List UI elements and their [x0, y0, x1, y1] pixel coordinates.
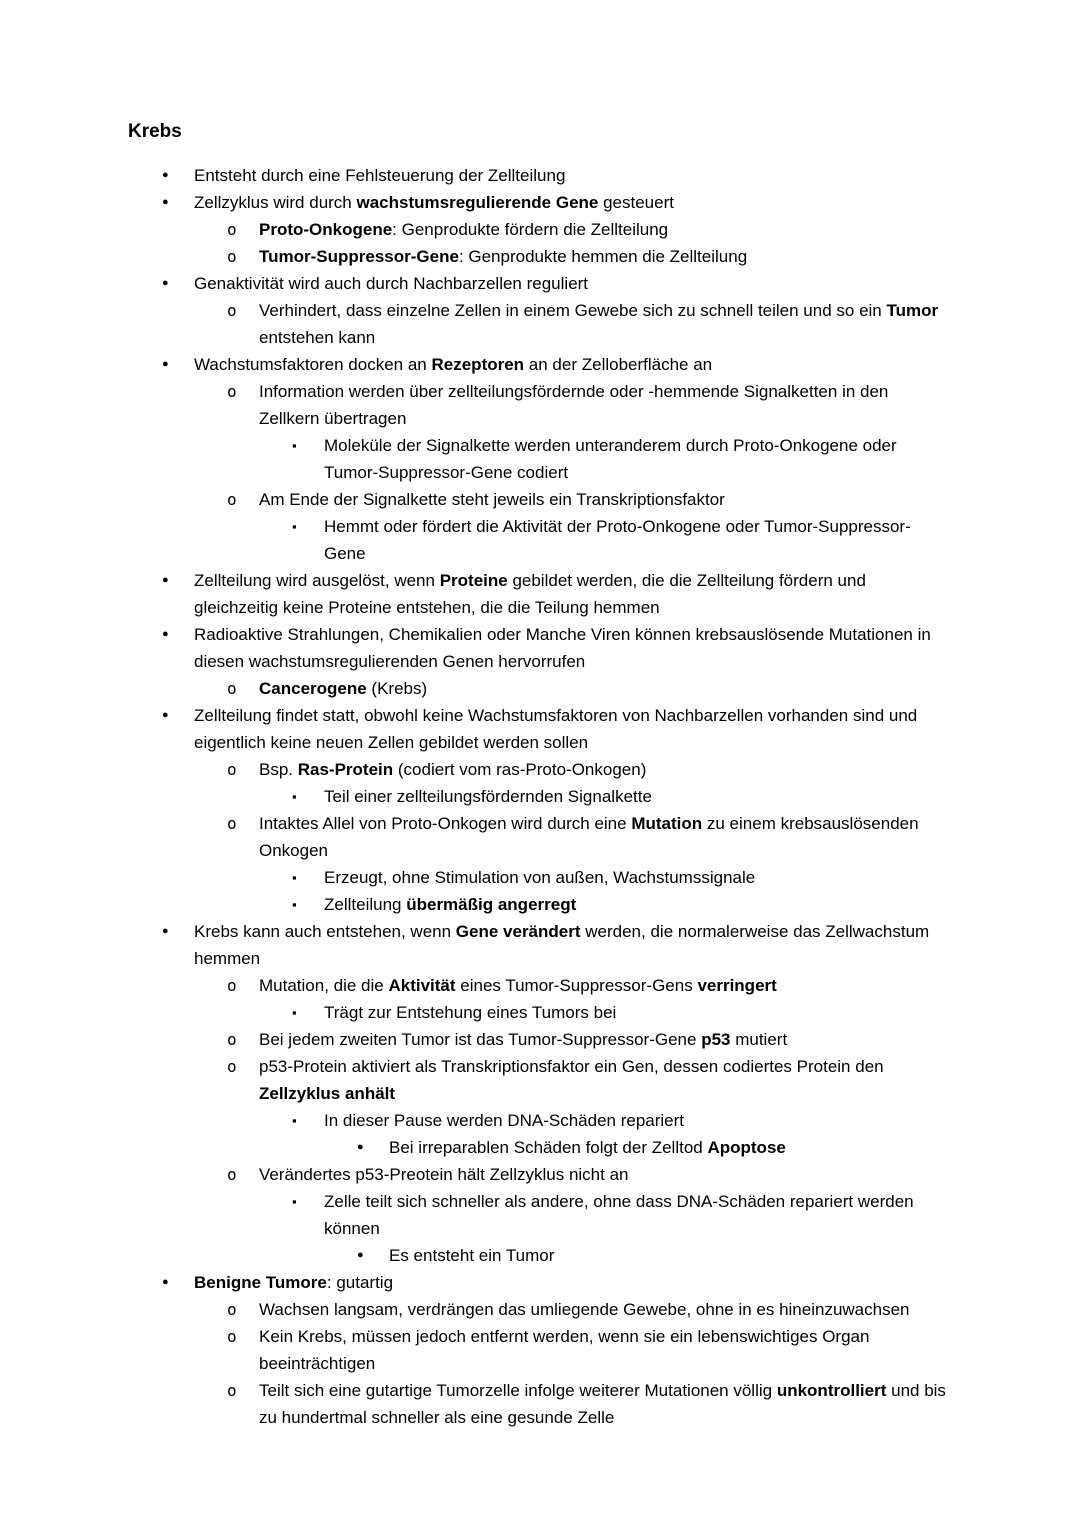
text-segment: Verhindert, dass einzelne Zellen in einem Gewebe sich zu schnell teilen und so ein: [259, 301, 887, 320]
list-item: [128, 810, 952, 864]
text-segment-bold: Proto-Onkogene: [259, 220, 393, 239]
text-segment-bold: p53: [701, 1030, 731, 1049]
list-item: [128, 351, 952, 378]
bullet-icon: ●: [162, 169, 169, 181]
text-segment-bold: Tumor: [886, 301, 939, 320]
list-item: [128, 1188, 952, 1242]
bullet-icon: ▪: [292, 519, 297, 534]
text-segment: Bei irreparablen Schäden folgt der Zelltod: [389, 1138, 708, 1157]
text-segment-bold: Mutation: [631, 814, 703, 833]
list-item-text: [324, 999, 952, 1026]
bullet-icon: ●: [162, 925, 169, 937]
list-item-text: [324, 1107, 952, 1134]
list-item-text: [259, 1377, 952, 1431]
text-segment-bold: verringert: [697, 976, 777, 995]
list-item-text: [259, 297, 952, 351]
list-item-text: [194, 351, 952, 378]
text-segment-bold: Benigne Tumore: [194, 1273, 327, 1292]
list-item-text: [194, 1269, 952, 1296]
list-item-text: [194, 567, 952, 621]
list-item-text: [324, 864, 952, 891]
bullet-icon: ▪: [292, 897, 297, 912]
list-item: [128, 216, 952, 243]
list-item: [128, 189, 952, 216]
text-segment: zu einem krebsauslösenden Onkogen: [259, 814, 919, 860]
bullet-icon: ▪: [292, 870, 297, 885]
bullet-icon: o: [227, 1300, 237, 1319]
bullet-icon: ●: [162, 358, 169, 370]
list-item: [128, 999, 952, 1026]
list-item-text: [194, 270, 952, 297]
text-segment-bold: Proteine: [439, 571, 508, 590]
text-segment: Zellzyklus wird durch: [194, 193, 357, 212]
text-segment: Bsp.: [259, 760, 298, 779]
text-segment: Moleküle der Signalkette werden unteranderem durch Proto-Onkogene oder Tumor-Suppressor-Gene codiert: [324, 436, 897, 482]
list-item-text: [259, 756, 952, 783]
text-segment: Erzeugt, ohne Stimulation von außen, Wachstumssignale: [324, 868, 756, 887]
document-body: [128, 162, 952, 1431]
text-segment: Zellteilung wird ausgelöst, wenn: [194, 571, 440, 590]
bullet-icon: ●: [162, 709, 169, 721]
bullet-icon: o: [227, 976, 237, 995]
list-item-text: [259, 1053, 952, 1107]
text-segment-bold: Gene verändert: [455, 922, 581, 941]
list-item: [128, 297, 952, 351]
list-item: [128, 918, 952, 972]
bullet-icon: ●: [162, 196, 169, 208]
text-segment: gebildet werden, die die Zellteilung fördern und gleichzeitig keine Proteine entstehen, die die Teilung hemmen: [194, 571, 866, 617]
bullet-icon: ●: [162, 1276, 169, 1288]
bullet-icon: ▪: [292, 789, 297, 804]
text-segment: Entsteht durch eine Fehlsteuerung der Zellteilung: [194, 166, 566, 185]
text-segment: Information werden über zellteilungsfördernde oder -hemmende Signalketten in den Zellkern übertragen: [259, 382, 889, 428]
bullet-icon: o: [227, 1327, 237, 1346]
list-item-text: [259, 810, 952, 864]
list-item: [128, 675, 952, 702]
text-segment-bold: Zellzyklus anhält: [259, 1084, 396, 1103]
list-item-text: [259, 1296, 952, 1323]
text-segment-bold: Rezeptoren: [431, 355, 525, 374]
bullet-icon: o: [227, 679, 237, 698]
bullet-icon: ▪: [292, 1113, 297, 1128]
list-item-text: [259, 1323, 952, 1377]
list-item-text: [324, 432, 952, 486]
text-segment-bold: Apoptose: [707, 1138, 786, 1157]
text-segment-bold: Ras-Protein: [297, 760, 394, 779]
text-segment: Verändertes p53-Preotein hält Zellzyklus nicht an: [259, 1165, 629, 1184]
list-item-text: [324, 891, 952, 918]
list-item: [128, 243, 952, 270]
text-segment: an der Zelloberfläche an: [524, 355, 713, 374]
text-segment: gesteuert: [598, 193, 674, 212]
bullet-icon: o: [227, 814, 237, 833]
text-segment: eines Tumor-Suppressor-Gens: [455, 976, 698, 995]
text-segment: Wachstumsfaktoren docken an: [194, 355, 432, 374]
bullet-icon: o: [227, 760, 237, 779]
list-item: [128, 1053, 952, 1107]
list-item-text: [259, 675, 952, 702]
bullet-icon: ▪: [292, 1194, 297, 1209]
bullet-icon: ●: [357, 1141, 364, 1153]
list-item: [128, 432, 952, 486]
list-item: [128, 891, 952, 918]
list-item: [128, 621, 952, 675]
list-item: [128, 162, 952, 189]
text-segment: entstehen kann: [259, 328, 376, 347]
bullet-icon: ▪: [292, 438, 297, 453]
bullet-icon: ●: [357, 1249, 364, 1261]
list-item: [128, 486, 952, 513]
text-segment-bold: Aktivität: [388, 976, 456, 995]
list-item-text: [259, 378, 952, 432]
bullet-icon: o: [227, 382, 237, 401]
text-segment: Es entsteht ein Tumor: [389, 1246, 555, 1265]
list-item-text: [194, 621, 952, 675]
bullet-icon: ▪: [292, 1005, 297, 1020]
text-segment: In dieser Pause werden DNA-Schäden repariert: [324, 1111, 685, 1130]
list-item-text: [194, 918, 952, 972]
bullet-icon: o: [227, 220, 237, 239]
list-item: [128, 270, 952, 297]
text-segment: Intaktes Allel von Proto-Onkogen wird durch eine: [259, 814, 632, 833]
text-segment: p53-Protein aktiviert als Transkriptionsfaktor ein Gen, dessen codiertes Protein den: [259, 1057, 884, 1076]
list-item: [128, 1323, 952, 1377]
list-item-text: [259, 1026, 952, 1053]
text-segment: und bis zu hundertmal schneller als eine gesunde Zelle: [259, 1381, 946, 1427]
text-segment: : gutartig: [326, 1273, 394, 1292]
list-item: [128, 864, 952, 891]
list-item: [128, 378, 952, 432]
list-item: [128, 1269, 952, 1296]
text-segment: Bei jedem zweiten Tumor ist das Tumor-Suppressor-Gene: [259, 1030, 702, 1049]
bullet-icon: o: [227, 1165, 237, 1184]
text-segment: Zelle teilt sich schneller als andere, ohne dass DNA-Schäden repariert werden können: [324, 1192, 914, 1238]
list-item-text: [259, 486, 952, 513]
bullet-icon: o: [227, 301, 237, 320]
list-item: [128, 1377, 952, 1431]
list-item-text: [324, 1188, 952, 1242]
bullet-icon: o: [227, 1030, 237, 1049]
bullet-icon: ●: [162, 628, 169, 640]
text-segment: Teil einer zellteilungsfördernden Signalkette: [324, 787, 652, 806]
list-item: [128, 1161, 952, 1188]
list-item-text: [259, 972, 952, 999]
list-item-text: [194, 702, 952, 756]
text-segment: Zellteilung: [324, 895, 407, 914]
text-segment-bold: übermäßig angerregt: [406, 895, 577, 914]
list-item: [128, 756, 952, 783]
list-item: [128, 702, 952, 756]
bullet-icon: o: [227, 490, 237, 509]
text-segment: Genaktivität wird auch durch Nachbarzellen reguliert: [194, 274, 589, 293]
document-title: Krebs: [128, 121, 182, 142]
list-item: [128, 1296, 952, 1323]
bullet-icon: o: [227, 1381, 237, 1400]
list-item-text: [259, 216, 952, 243]
bullet-icon: ●: [162, 574, 169, 586]
text-segment-bold: unkontrolliert: [776, 1381, 887, 1400]
list-item-text: [259, 243, 952, 270]
bullet-icon: ●: [162, 277, 169, 289]
list-item-text: [194, 189, 952, 216]
bullet-icon: o: [227, 247, 237, 266]
list-item: [128, 972, 952, 999]
text-segment: : Genprodukte fördern die Zellteilung: [392, 220, 669, 239]
text-segment: werden, die normalerweise das Zellwachstum hemmen: [194, 922, 930, 968]
text-segment: Zellteilung findet statt, obwohl keine Wachstumsfaktoren von Nachbarzellen vorhanden sind und eigentlich keine neuen Zellen gebildet werden sollen: [194, 706, 918, 752]
list-item: [128, 1242, 952, 1269]
text-segment: Krebs kann auch entstehen, wenn: [194, 922, 456, 941]
text-segment: Hemmt oder fördert die Aktivität der Proto-Onkogene oder Tumor-Suppressor-Gene: [324, 517, 911, 563]
text-segment-bold: wachstumsregulierende Gene: [356, 193, 599, 212]
text-segment-bold: Cancerogene: [259, 679, 367, 698]
list-item-text: [389, 1242, 952, 1269]
text-segment: (codiert vom ras-Proto-Onkogen): [393, 760, 647, 779]
list-item: [128, 513, 952, 567]
list-item-text: [259, 1161, 952, 1188]
text-segment: Kein Krebs, müssen jedoch entfernt werden, wenn sie ein lebenswichtiges Organ beeinträchtigen: [259, 1327, 870, 1373]
text-segment: Mutation, die die: [259, 976, 389, 995]
bullet-icon: o: [227, 1057, 237, 1076]
text-segment: Radioaktive Strahlungen, Chemikalien oder Manche Viren können krebsauslösende Mutationen in diesen wachstumsregulierenden Genen hervorrufen: [194, 625, 931, 671]
text-segment-bold: Tumor-Suppressor-Gene: [259, 247, 459, 266]
list-item: [128, 1107, 952, 1134]
list-item-text: [324, 783, 952, 810]
text-segment: Wachsen langsam, verdrängen das umliegende Gewebe, ohne in es hineinzuwachsen: [259, 1300, 910, 1319]
list-item: [128, 1026, 952, 1053]
list-item-text: [324, 513, 952, 567]
text-segment: : Genprodukte hemmen die Zellteilung: [458, 247, 748, 266]
list-item: [128, 783, 952, 810]
text-segment: Trägt zur Entstehung eines Tumors bei: [324, 1003, 617, 1022]
text-segment: Am Ende der Signalkette steht jeweils ein Transkriptionsfaktor: [259, 490, 725, 509]
list-item: [128, 1134, 952, 1161]
list-item-text: [194, 162, 952, 189]
text-segment: mutiert: [730, 1030, 788, 1049]
text-segment: (Krebs): [366, 679, 428, 698]
list-item: [128, 567, 952, 621]
list-item-text: [389, 1134, 952, 1161]
text-segment: Teilt sich eine gutartige Tumorzelle infolge weiterer Mutationen völlig: [259, 1381, 777, 1400]
